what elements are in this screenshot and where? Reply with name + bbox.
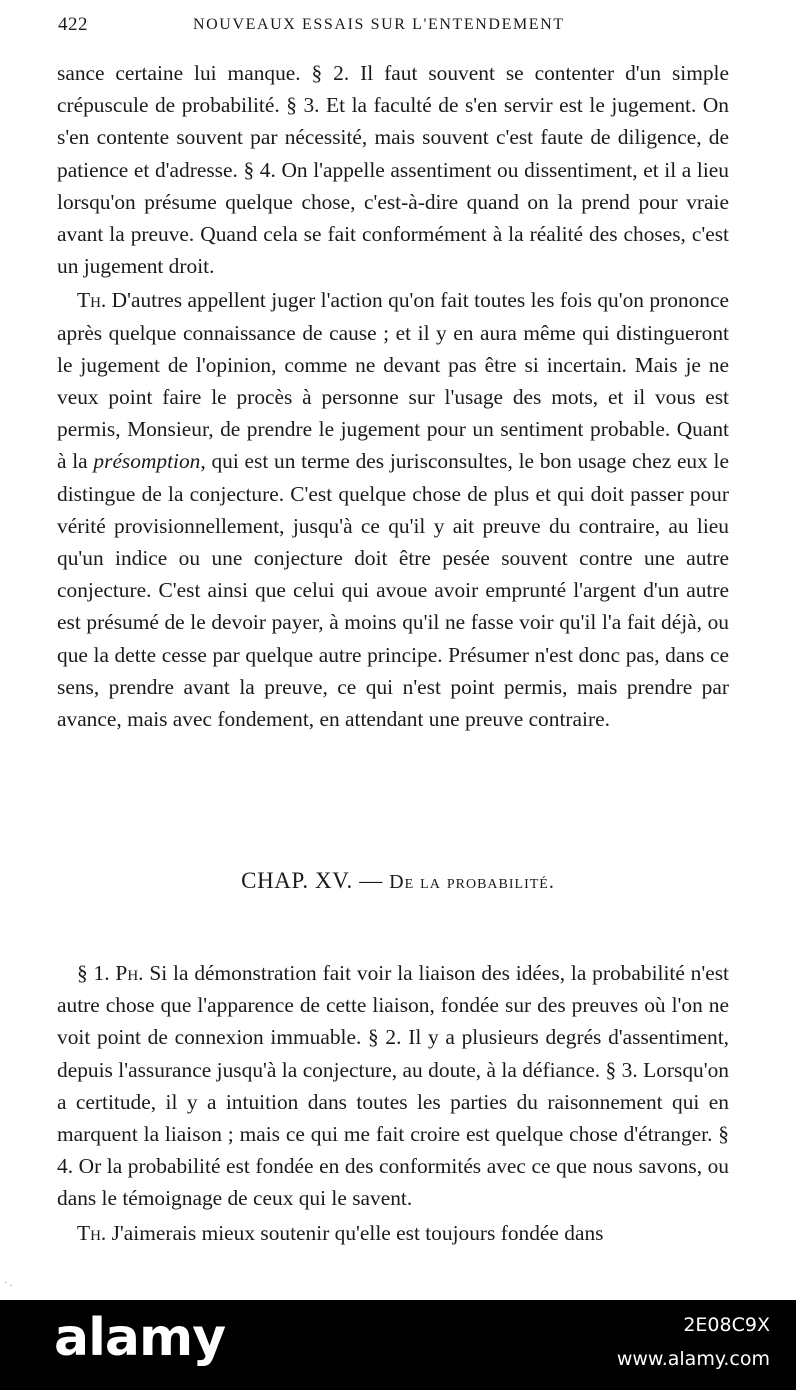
paragraph-text: D'autres appellent juger l'action qu'on fait toutes les fois qu'on prononce après quelque connaissance de cause ; et il y en aura même qui distingueront le jugement de l'opinion, comme ne devant pas être si incertain. Mais je ne veux point faire le procès à personne sur l'usage des mots, et il vous est permis, Monsieur, de prendre le jugement pour un sentiment probable. Quant à la — [57, 288, 729, 474]
body-text-section-1 — [57, 57, 729, 735]
stock-watermark-banner — [0, 1300, 796, 1390]
stock-url: www.alamy.com — [616, 1348, 770, 1370]
body-text-section-2 — [57, 957, 729, 1249]
paragraph-text: Si la démonstration fait voir la liaison des idées, la probabilité n'est autre chose que l'apparence de cette liaison, fondée sur des preuves où l'on ne voit point de connexion immuable. § 2. Il y a plusieurs degrés d'assentiment, depuis l'assurance jusqu'à la conjecture, au doute, à la défiance. § 3. Lorsqu'on a certitude, il y a intuition dans toutes les parties du raisonnement qui en marquent la liaison ; mais ce qui me fait croire est quelque chose d'étranger. § 4. Or la probabilité est fondée en des conformités avec ce que nous savons, ou dans le témoignage de ceux qui le savent. — [57, 961, 729, 1211]
speaker-label: Th. — [77, 288, 107, 313]
chapter-title: De la probabilité. — [389, 871, 555, 893]
stock-logo: alamy — [54, 1308, 226, 1368]
page-number: 422 — [58, 14, 88, 35]
paragraph-text: qui est un terme des jurisconsultes, le bon usage chez eux le distingue de la conjecture. C'est quelque chose de plus et qui doit passer pour vérité provisionnellement, jusqu'à ce qu'il y ait preuve du contraire, au lieu qu'un indice ou une conjecture doit être pesée souvent contre une autre conjecture. C'est ainsi que celui qui avoue avoir emprunté l'argent d'un autre est présumé de le devoir payer, à moins qu'il ne fasse voir qu'il l'a fait déjà, ou que la dette cesse par quelque autre principe. Présumer n'est donc pas, dans ce sens, prendre avant la preuve, ce qui n'est point permis, mais prendre par avance, mais avec fondement, en attendant une preuve contraire. — [57, 449, 729, 732]
speaker-label: Th. — [77, 1220, 107, 1245]
scan-speck: · . — [4, 1278, 13, 1289]
chapter-number: CHAP. XV. — — [241, 868, 383, 893]
paragraph-text: sance certaine lui manque. § 2. Il faut souvent se contenter d'un simple crépuscule de probabilité. § 3. Et la faculté de s'en servir est le jugement. On s'en contente souvent par nécessité, mais souvent c'est faute de diligence, de patience et d'adresse. § 4. On l'appelle assentiment ou dissentiment, et il a lieu lorsqu'on présume quelque chose, c'est-à-dire quand on la prend pour vraie avant la preuve. Quand cela se fait conformément à la réalité des choses, c'est un jugement droit. — [57, 61, 729, 279]
page-header — [58, 14, 738, 42]
speaker-label: § 1. Ph. — [77, 961, 144, 985]
paragraph — [57, 57, 729, 282]
chapter-heading — [0, 868, 796, 894]
stock-image-id: 2E08C9X — [683, 1314, 770, 1336]
running-head: NOUVEAUX ESSAIS SUR L'ENTENDEMENT — [193, 16, 565, 33]
paragraph-text: J'aimerais mieux soutenir qu'elle est toujours fondée dans — [111, 1220, 604, 1245]
paragraph — [57, 957, 729, 1215]
italic-term: présomption, — [93, 449, 206, 474]
paragraph — [57, 1217, 729, 1249]
paragraph — [57, 284, 729, 735]
